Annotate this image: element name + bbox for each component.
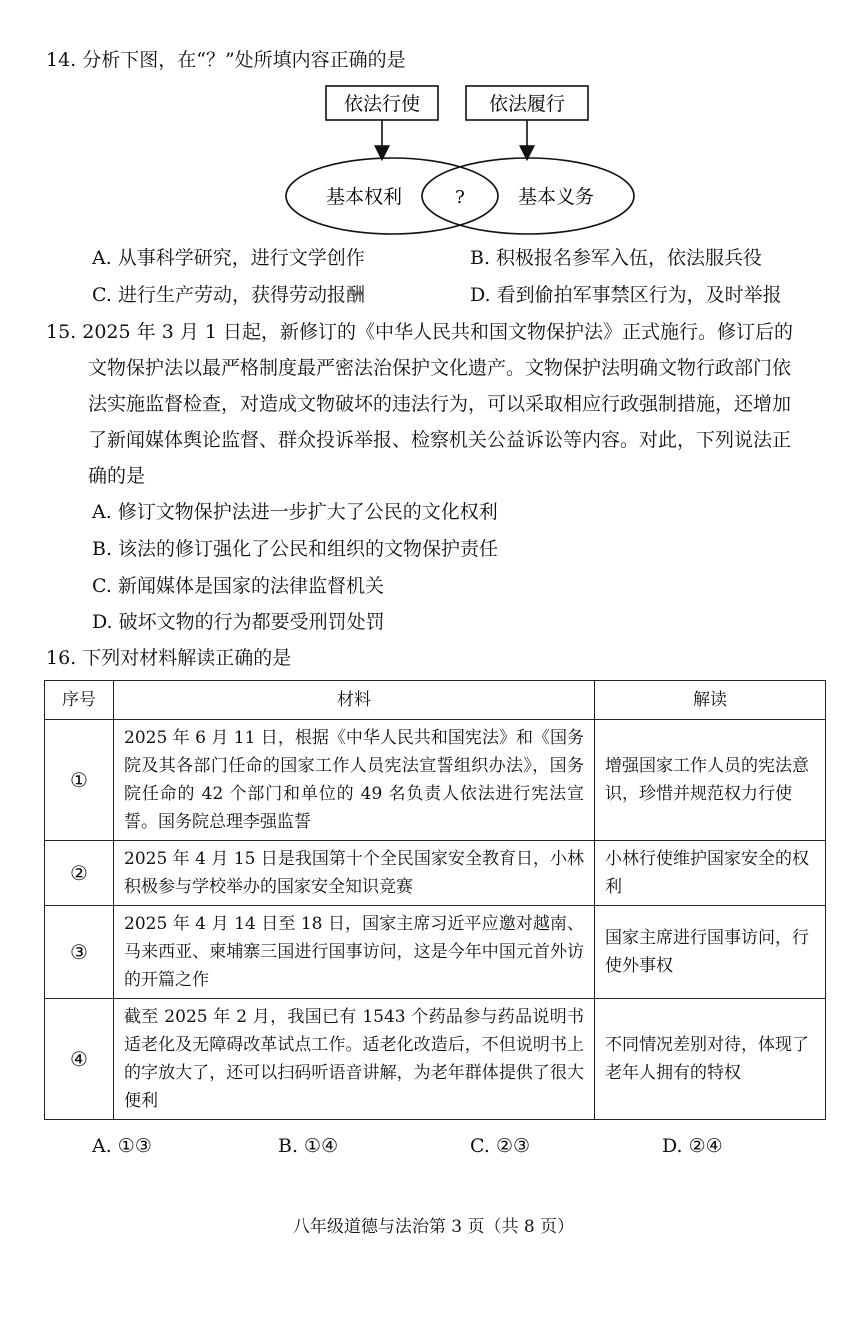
table-row <box>45 720 826 841</box>
q15-option-b: B. 该法的修订强化了公民和组织的文物保护责任 <box>92 538 499 560</box>
q16-option-a: A. ①③ <box>92 1135 152 1157</box>
row-material: 2025 年 4 月 14 日至 18 日，国家主席习近平应邀对越南、马来西亚、柬埔寨三国进行国事访问，这是今年中国元首外访的开篇之作 <box>114 906 595 999</box>
q15-option-a: A. 修订文物保护法进一步扩大了公民的文化权利 <box>92 501 498 523</box>
material-table <box>44 680 826 1120</box>
header-material: 材料 <box>114 681 595 720</box>
row-index: ④ <box>45 999 114 1120</box>
q15-stem-line: 了新闻媒体舆论监督、群众投诉举报、检察机关公益诉讼等内容。对此，下列说法正 <box>88 429 792 451</box>
q15-stem-line: 15. 2025 年 3 月 1 日起，新修订的《中华人民共和国文物保护法》正式施行。修订后的 <box>46 321 793 343</box>
q16-option-d: D. ②④ <box>662 1135 723 1157</box>
table-row <box>45 841 826 906</box>
ellipse-rights-label: 基本权利 <box>325 186 403 208</box>
row-index: ② <box>45 841 114 906</box>
q16-option-c: C. ②③ <box>470 1135 531 1157</box>
header-index: 序号 <box>45 681 114 720</box>
q15-option-d: D. 破坏文物的行为都要受刑罚处罚 <box>92 611 385 633</box>
box-exercise-label: 依法行使 <box>343 93 421 115</box>
header-interpretation: 解读 <box>595 681 826 720</box>
q14-option-b: B. 积极报名参军入伍，依法服兵役 <box>470 247 763 269</box>
q14-option-c: C. 进行生产劳动，获得劳动报酬 <box>92 284 365 306</box>
q15-stem-line: 法实施监督检查，对造成文物破坏的违法行为，可以采取相应行政强制措施，还增加 <box>88 393 792 415</box>
q15-stem-line: 文物保护法以最严格制度最严密法治保护文化遗产。文物保护法明确文物行政部门依 <box>88 357 792 379</box>
rights-duties-diagram <box>280 80 640 240</box>
table-row <box>45 999 826 1120</box>
ellipse-duties-label: 基本义务 <box>517 186 595 208</box>
row-material: 2025 年 4 月 15 日是我国第十个全民国家安全教育日，小林积极参与学校举办的国家安全知识竞赛 <box>114 841 595 906</box>
q15-option-c: C. 新闻媒体是国家的法律监督机关 <box>92 575 384 597</box>
row-index: ① <box>45 720 114 841</box>
row-material: 截至 2025 年 2 月，我国已有 1543 个药品参与药品说明书适老化及无障碍改革试点工作。适老化改造后，不但说明书上的字放大了，还可以扫码听语音讲解，为老年群体提供了很大便利 <box>114 999 595 1120</box>
q16-option-b: B. ①④ <box>278 1135 339 1157</box>
row-material: 2025 年 6 月 11 日，根据《中华人民共和国宪法》和《国务院及其各部门任命的国家工作人员宪法宣誓组织办法》，国务院任命的 42 个部门和单位的 49 名负责人依法进行宪法宣誓。国务院总理李强监誓 <box>114 720 595 841</box>
q16-stem: 16. 下列对材料解读正确的是 <box>46 647 292 669</box>
row-interpretation: 增强国家工作人员的宪法意识，珍惜并规范权力行使 <box>595 720 826 841</box>
table-row <box>45 906 826 999</box>
page-footer: 八年级道德与法治第 3 页（共 8 页） <box>292 1217 575 1237</box>
q14-stem: 14. 分析下图，在“？”处所填内容正确的是 <box>46 49 406 71</box>
box-perform-label: 依法履行 <box>488 93 566 115</box>
row-interpretation: 不同情况差别对待，体现了老年人拥有的特权 <box>595 999 826 1120</box>
overlap-question-mark: ? <box>455 187 465 208</box>
row-interpretation: 小林行使维护国家安全的权利 <box>595 841 826 906</box>
table-header-row <box>45 681 826 720</box>
q14-option-a: A. 从事科学研究，进行文学创作 <box>92 247 365 269</box>
q14-option-d: D. 看到偷拍军事禁区行为，及时举报 <box>470 284 782 306</box>
row-interpretation: 国家主席进行国事访问，行使外事权 <box>595 906 826 999</box>
row-index: ③ <box>45 906 114 999</box>
q15-stem-line: 确的是 <box>88 465 146 487</box>
